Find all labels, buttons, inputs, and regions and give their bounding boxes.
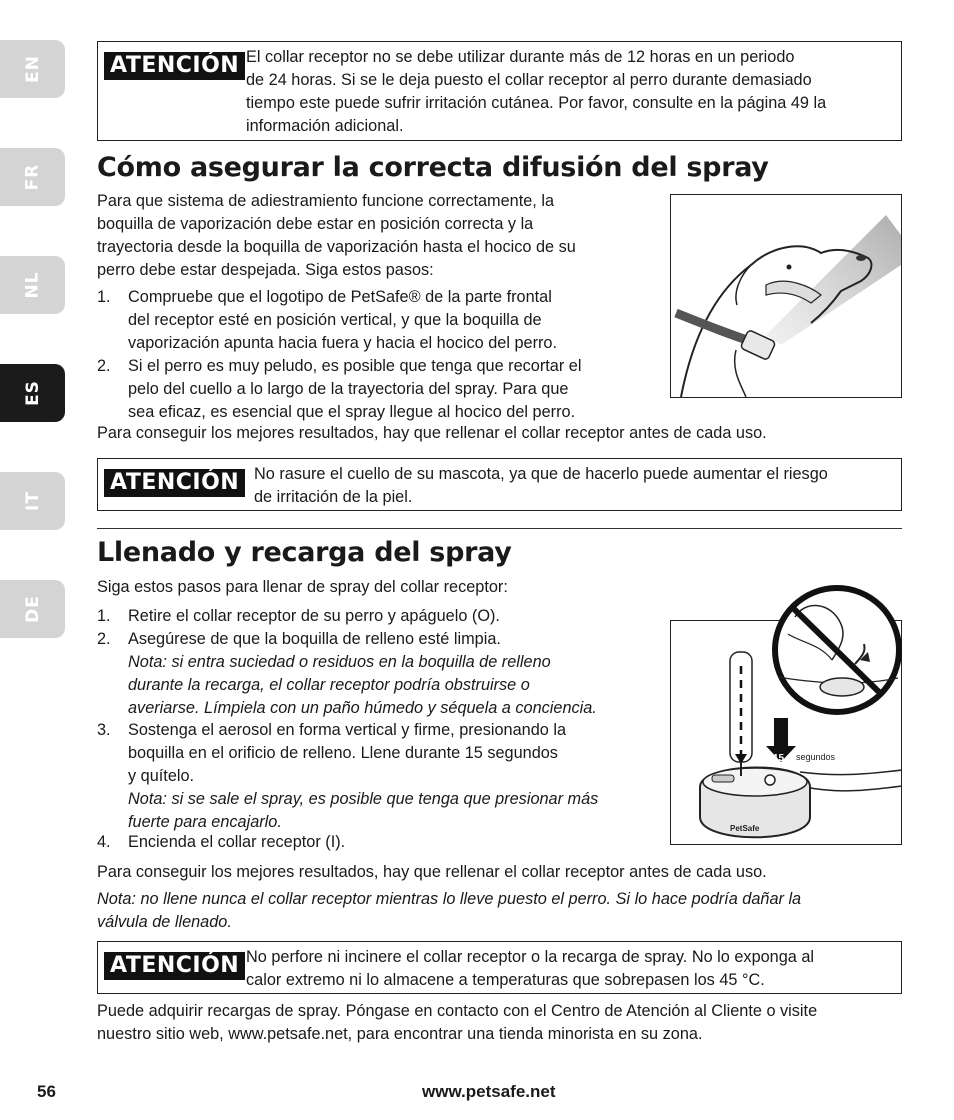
refill-info: Puede adquirir recargas de spray. Póngase en contacto con el Centro de Atención al Cliente o visite nuestro sitio web, www.petsafe.net, para encontrar una tienda minorista en su zona. [97,1002,818,1043]
tab-en[interactable] [0,40,65,98]
tab-label: ES [22,380,43,406]
tab-nl[interactable] [0,256,65,314]
footer-url[interactable]: www.petsafe.net [422,1082,556,1101]
page-number: 56 [37,1082,56,1101]
brand-label: PetSafe [730,824,760,833]
warning-text: No perfore ni incinere el collar receptor o la recarga de spray. No lo exponga al calor extremo ni lo almacene a temperaturas que sobrepasen los 45 °C. [246,948,815,989]
tab-label: FR [22,163,43,191]
seconds-value: 15 [773,753,785,764]
section-divider [97,528,902,529]
warning-text: El collar receptor no se debe utilizar durante más de 12 horas en un periodo de 24 horas. Si se le deja puesto el collar receptor al perro durante demasiado tiempo este puede sufrir irritación cutánea. Por favor, consulte en la página 49 la información adicional. [246,48,827,135]
warning-badge: ATENCIÓN [104,52,245,80]
warning-box-usage [97,41,902,141]
warning-text: No rasure el cuello de su mascota, ya que de hacerlo puede aumentar el riesgo de irritación de la piel. [254,465,828,506]
refill-diagram [670,582,910,847]
tab-fr[interactable] [0,148,65,206]
section-title-refill: Llenado y recarga del spray [97,537,512,568]
tab-it[interactable] [0,472,65,530]
dog-spray-illustration [670,194,902,398]
section1-intro: Para que sistema de adiestramiento funcione correctamente, la boquilla de vaporización debe estar en posición correcta y la trayectoria desde la boquilla de vaporización hasta el hocico de su perro debe estar despejada. Siga estos pasos: [97,192,576,279]
section-title-spray-diffusion: Cómo asegurar la correcta difusión del spray [97,152,769,183]
section1-closing: Para conseguir los mejores resultados, hay que rellenar el collar receptor antes de cada uso. [97,424,767,442]
tab-de[interactable] [0,580,65,638]
tab-es[interactable] [0,364,65,422]
dog-collar-icon [671,195,901,397]
warning-box-shaving [97,458,902,511]
section2-note: Nota: no llene nunca el collar receptor mientras lo lleve puesto el perro. Si lo hace podría dañar la válvula de llenado. [97,890,802,931]
tab-label: EN [22,55,43,83]
seconds-label: segundos [796,752,836,762]
section2-intro: Siga estos pasos para llenar de spray del collar receptor: [97,578,508,596]
section2-closing: Para conseguir los mejores resultados, hay que rellenar el collar receptor antes de cada uso. [97,863,767,881]
tab-label: DE [22,595,43,623]
warning-badge: ATENCIÓN [104,952,245,980]
warning-box-puncture [97,941,902,994]
tab-label: NL [22,271,43,299]
tab-label: IT [22,491,43,511]
warning-badge: ATENCIÓN [104,469,245,497]
